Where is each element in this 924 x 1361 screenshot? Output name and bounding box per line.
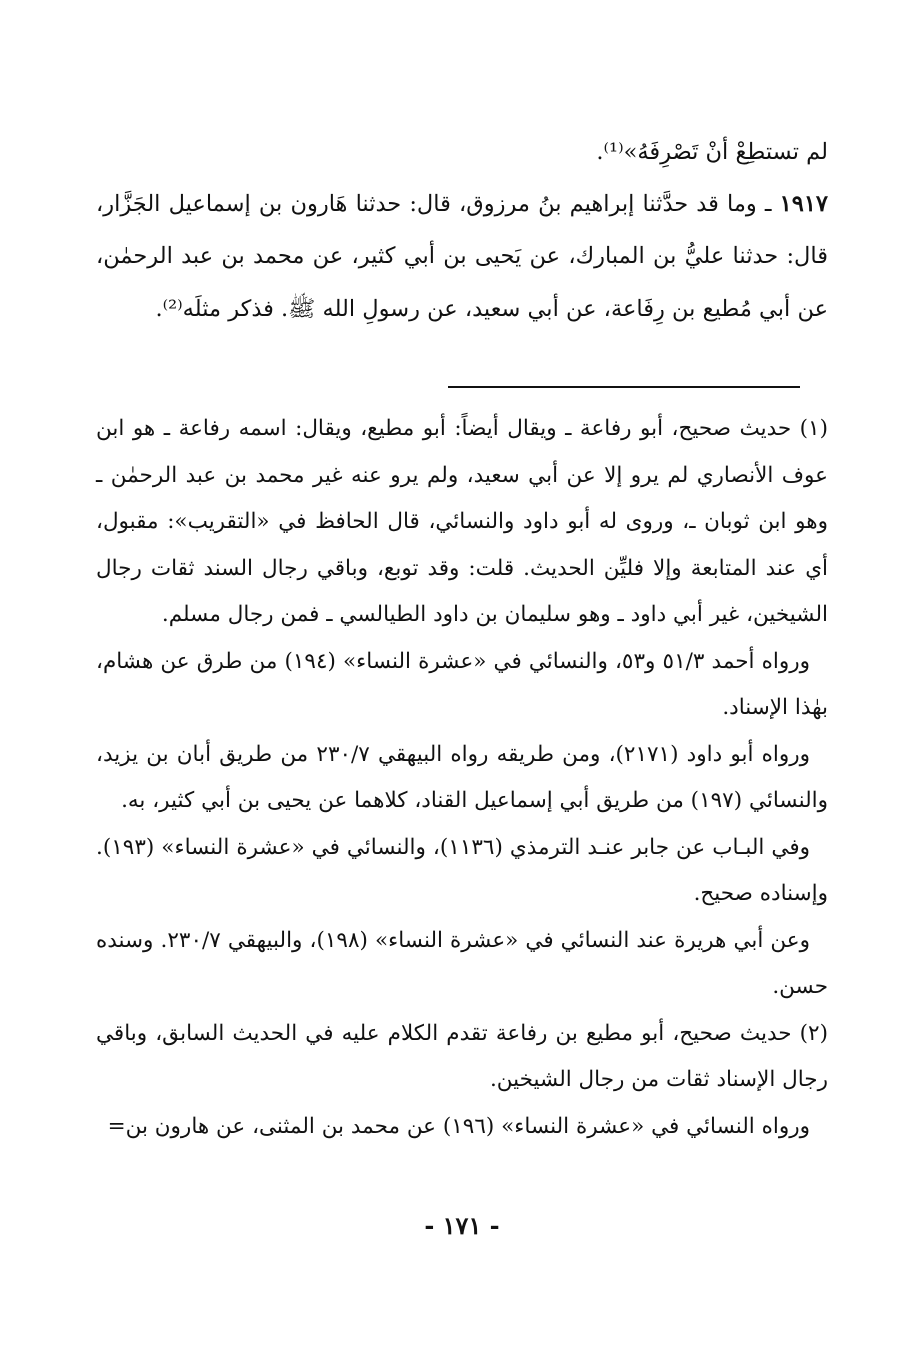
footnote-1-para-2: ورواه أحمد ٥١/٣ و٥٣، والنسائي في «عشرة النساء» (١٩٤) من طرق عن هشام، بهٰذا الإسناد. [96, 648, 828, 720]
footnote-1-para-5: وعن أبي هريرة عند النسائي في «عشرة النساء» (١٩٨)، والبيهقي ٢٣٠/٧. وسنده حسن. [96, 927, 828, 999]
hadith-text: ـ وما قد حدَّثنا إبراهيم بنُ مرزوق، قال: حدثنا هَارون بن إسماعيل الجَزَّار، قال: حدثنا عليُّ بن المبارك، عن يَحيى بن أبي كثير، عن محمد بن عبد الرحمٰن، عن أبي مُطيع بن رِفَاعة، عن أبي سعيد، عن رسولِ الله ﷺ. فذكر مثلَه⁽²⁾. [96, 191, 828, 322]
main-line-continuation: لم تستطِعْ أنْ تَصْرِفَهُ»⁽¹⁾. [596, 139, 828, 165]
footnote-1: (١) حديث صحيح، أبو رفاعة ـ ويقال أيضاً: أبو مطيع، ويقال: اسمه رفاعة ـ هو ابن عوف الأنصاري لم يرو إلا عن أبي سعيد، ولم يرو عنه غير محمد بن عبد الرحمٰن ـ وهو ابن ثوبان ـ، وروى له أبو داود والنسائي، قال الحافظ في «التقريب»: مقبول، أي عند المتابعة وإلا فليِّن الحديث. قلت: وقد توبع، وباقي رجال السند ثقات رجال الشيخين، غير أبي داود ـ وهو سليمان بن داود الطيالسي ـ فمن رجال مسلم. [96, 416, 828, 627]
footnote-1-para-3: ورواه أبو داود (٢١٧١)، ومن طريقه رواه البيهقي ٢٣٠/٧ من طريق أبان بن يزيد، والنسائي (١٩٧) من طريق أبي إسماعيل القناد، كلاهما عن يحيى بن أبي كثير، به. [96, 741, 828, 813]
footnote-2: (٢) حديث صحيح، أبو مطيع بن رفاعة تقدم الكلام عليه في الحديث السابق، وباقي رجال الإسناد ثقات من رجال الشيخين. [96, 1020, 828, 1092]
hadith-paragraph [96, 178, 828, 335]
footnotes [96, 406, 828, 1150]
footnote-1-para-4: وفي البـاب عن جابر عنـد الترمذي (١١٣٦)، والنسائي في «عشرة النساء» (١٩٣). وإسناده صحيح. [96, 834, 828, 906]
footnote-2-para-2: ورواه النسائي في «عشرة النساء» (١٩٦) عن محمد بن المثنى، عن هارون بن= [107, 1113, 810, 1139]
page-number: - ١٧١ - [424, 1211, 500, 1240]
footnote-separator [448, 386, 800, 388]
main-text [96, 126, 828, 335]
hadith-number: ١٩١٧ [779, 191, 828, 218]
